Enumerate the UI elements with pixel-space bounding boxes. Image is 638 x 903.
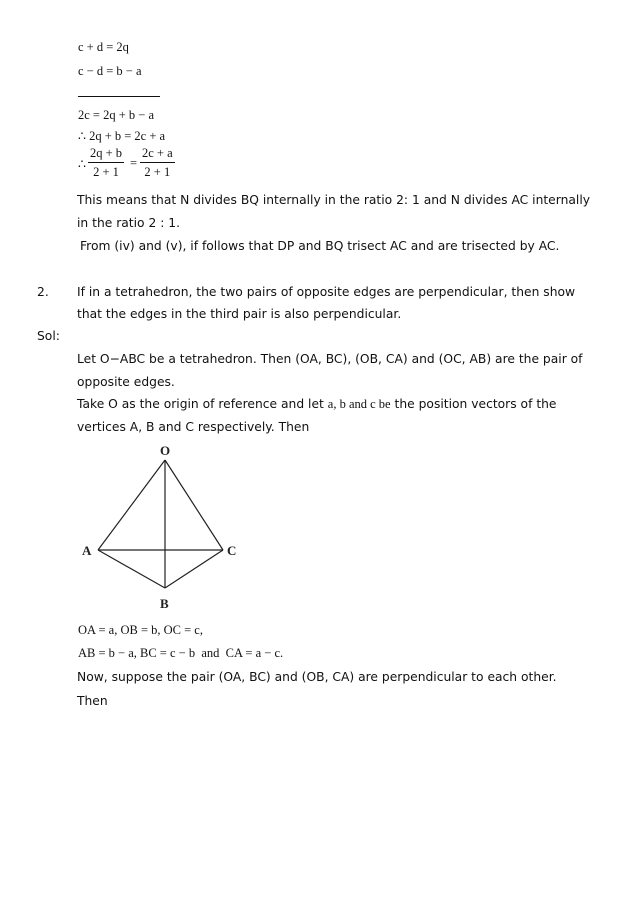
fraction-left-numerator: 2q + b [88, 146, 124, 163]
edge-oa [98, 460, 165, 550]
question-line1: If in a tetrahedron, the two pairs of opposite edges are perpendicular, then show [77, 285, 576, 299]
equation-rearranged: ∴ 2q + b = 2c + a [78, 129, 166, 143]
fraction-right [140, 146, 175, 180]
equation-difference: c − d = b − a [78, 64, 142, 78]
vector-definitions-1: OA = a, OB = b, OC = c, [78, 623, 203, 637]
paragraph-trisect: From (iv) and (v), if follows that DP and BQ trisect AC and are trisected by AC. [80, 239, 560, 253]
paragraph-ratio-line1: This means that N divides BQ internally in the ratio 2: 1 and N divides AC internally [77, 193, 591, 207]
fraction-left [88, 146, 124, 180]
fraction-left-denominator: 2 + 1 [93, 165, 119, 179]
vertex-label-b: B [160, 596, 169, 611]
edge-oc [165, 460, 223, 550]
solution-line1: Let O−ABC be a tetrahedron. Then (OA, BC), (OB, CA) and (OC, AB) are the pair of [77, 352, 583, 366]
question-number: 2. [37, 285, 49, 299]
solution-line2: opposite edges. [77, 375, 175, 389]
addition-rule [78, 96, 160, 97]
closing-line1: Now, suppose the pair (OA, BC) and (OB, CA) are perpendicular to each other. [77, 670, 557, 684]
therefore-symbol: ∴ [78, 157, 86, 171]
tetrahedron-diagram [80, 440, 250, 615]
fraction-equals: = [130, 156, 138, 170]
edge-ab [98, 550, 165, 588]
equation-sum: c + d = 2q [78, 40, 129, 54]
paragraph-ratio-line2: in the ratio 2 : 1. [77, 216, 180, 230]
solution-line3 [77, 397, 557, 412]
solution-line3-end: the position vectors of the [394, 397, 557, 411]
position-vectors: a, b and c be [327, 397, 391, 411]
fraction-right-numerator: 2c + a [140, 146, 175, 163]
vertex-label-a: A [82, 543, 92, 558]
fraction-right-denominator: 2 + 1 [144, 165, 171, 179]
question-line2: that the edges in the third pair is also perpendicular. [77, 307, 402, 321]
closing-line2: Then [77, 694, 108, 708]
vertex-label-o: O [160, 443, 171, 458]
solution-line4: vertices A, B and C respectively. Then [77, 420, 310, 434]
solution-label: Sol: [37, 329, 60, 343]
solution-line3-start: Take O as the origin of reference and let [77, 397, 324, 411]
equation-added: 2c = 2q + b − a [78, 108, 154, 122]
vertex-label-c: C [227, 543, 237, 558]
edge-bc [165, 550, 223, 588]
vector-definitions-2: AB = b − a, BC = c − b and CA = a − c. [78, 646, 284, 660]
